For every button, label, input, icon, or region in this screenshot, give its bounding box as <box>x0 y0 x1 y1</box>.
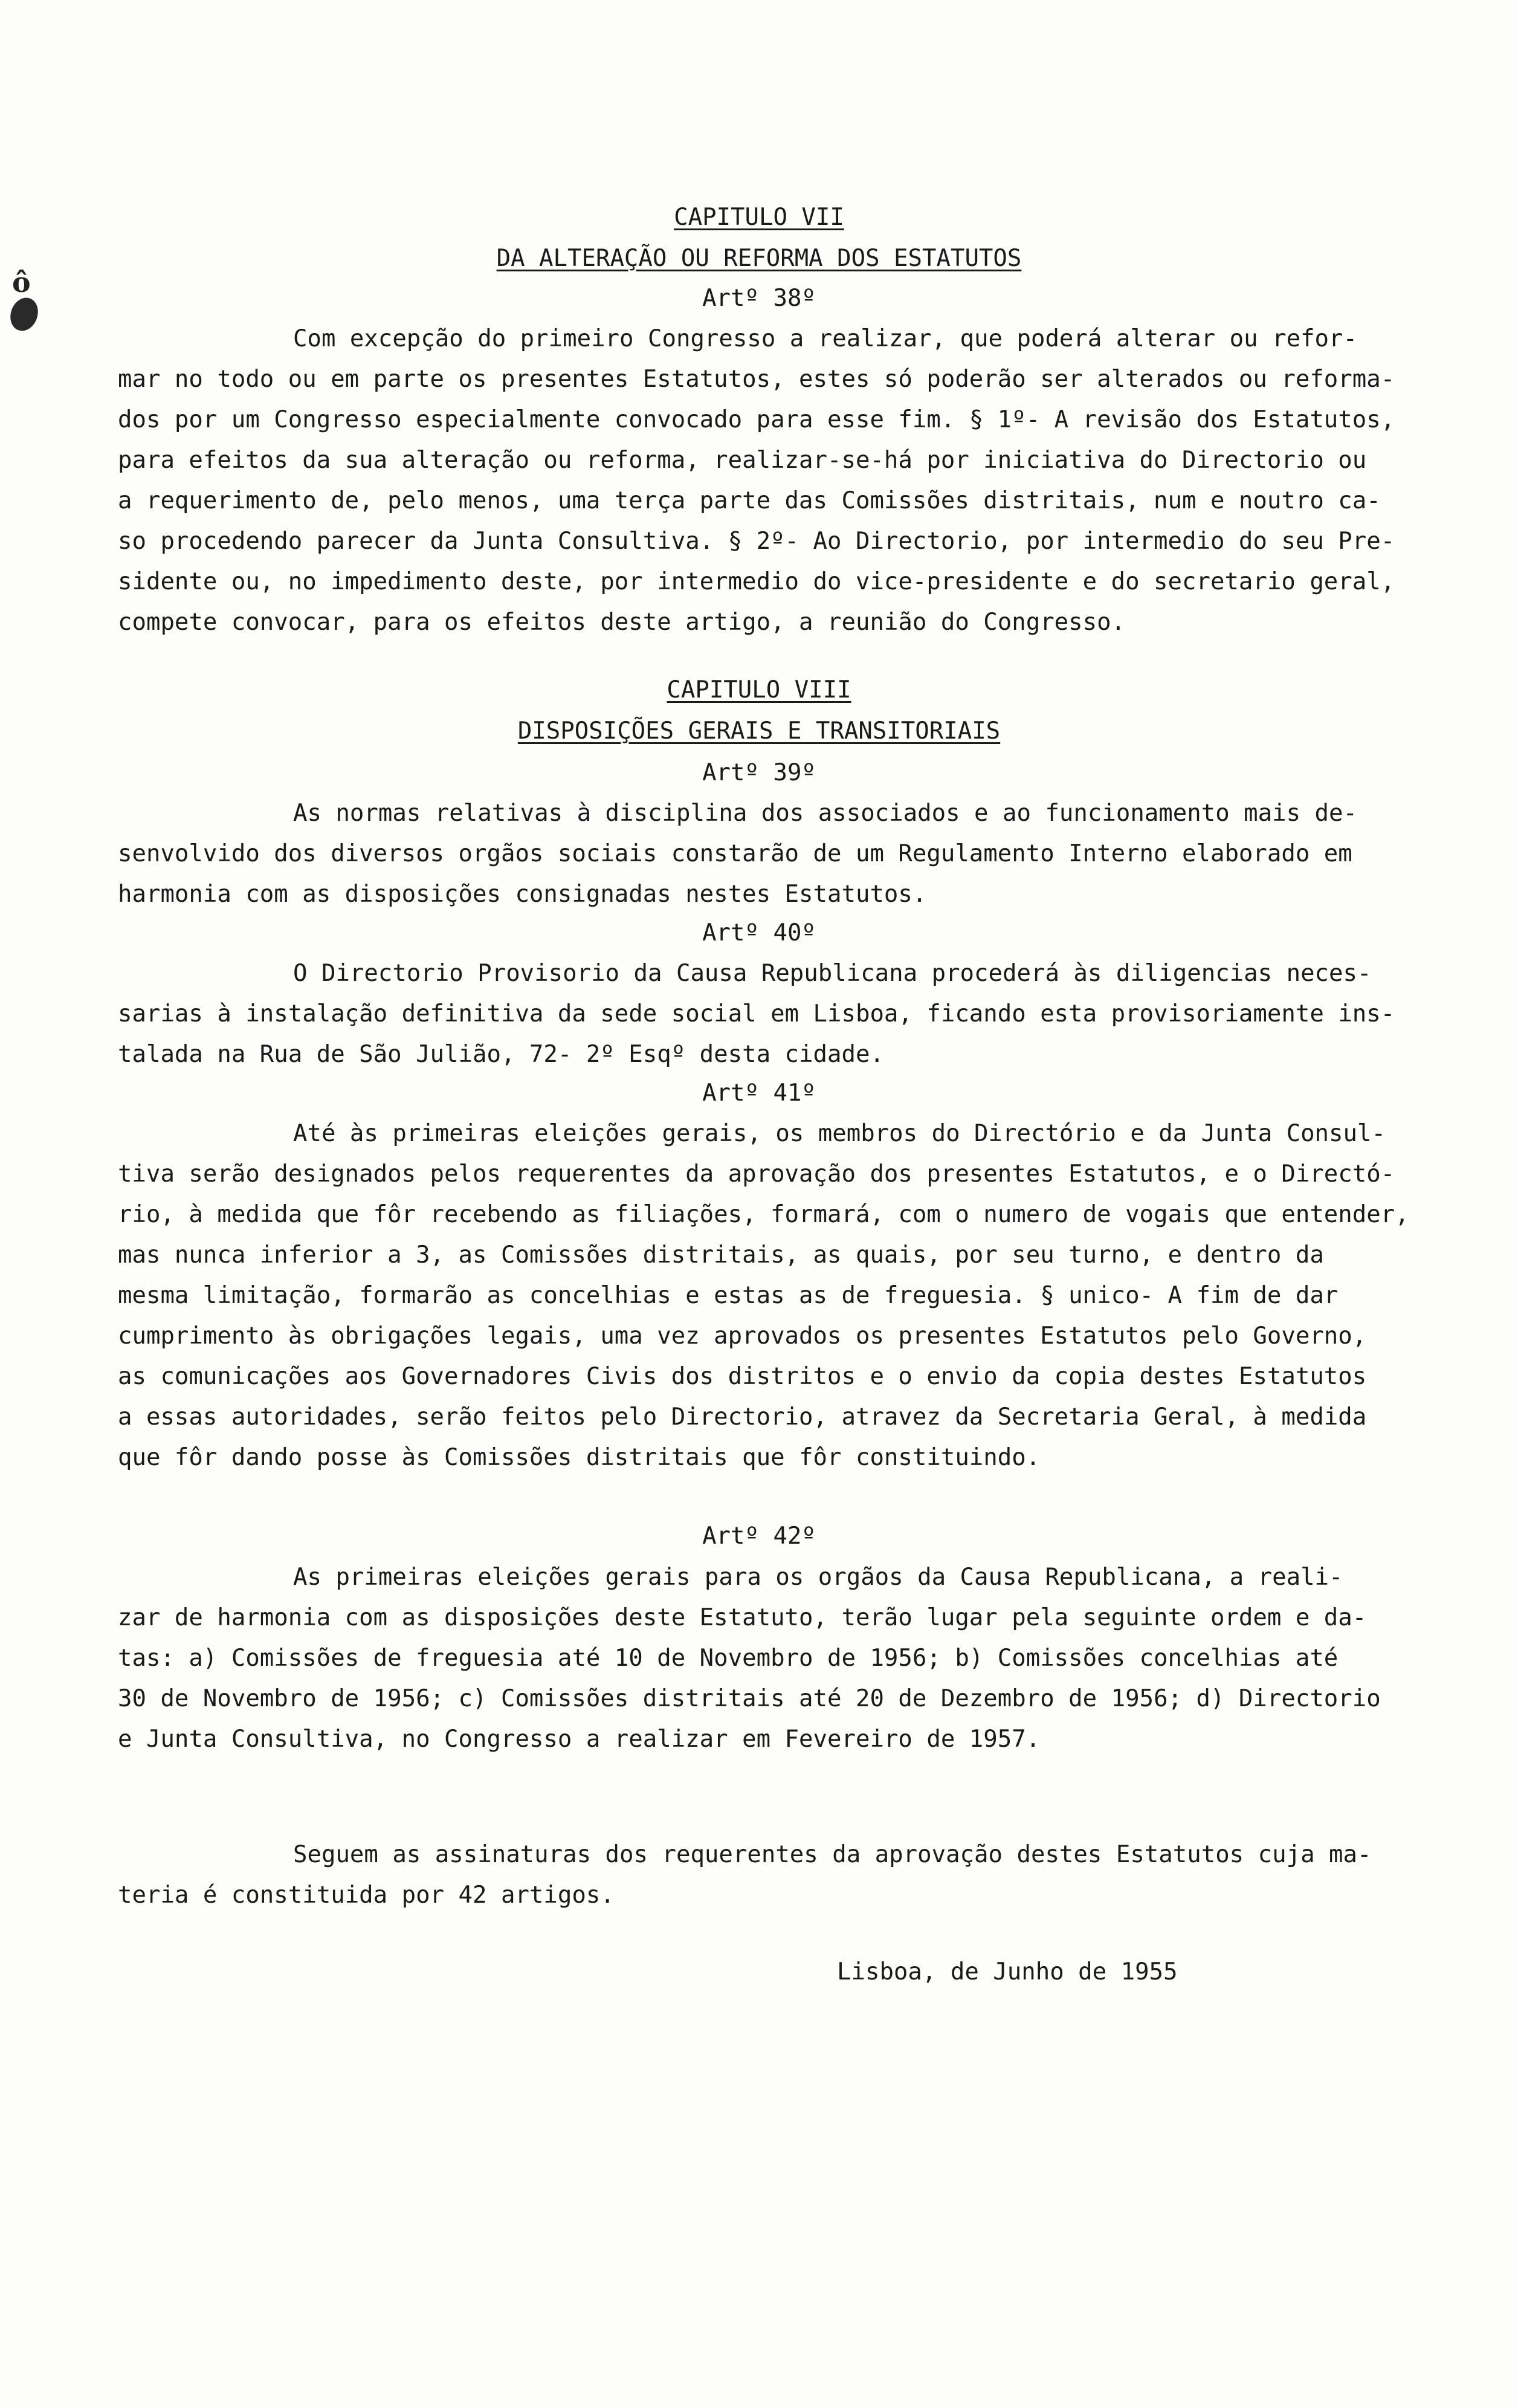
article-42-line: As primeiras eleições gerais para os orgãos da Causa Republicana, a reali- <box>293 1564 1343 1591</box>
article-42-line: 30 de Novembro de 1956; c) Comissões distritais até 20 de Dezembro de 1956; d) Directorio <box>118 1685 1381 1712</box>
closing-paragraph <box>118 1834 1462 1915</box>
article-38-line: a requerimento de, pelo menos, uma terça parte das Comissões distritais, num e noutro ca- <box>118 487 1381 514</box>
article-40-line: talada na Rua de São Julião, 72- 2º Esqº desta cidade. <box>118 1041 884 1068</box>
article-40-body <box>118 953 1462 1075</box>
article-39-line: As normas relativas à disciplina dos associados e ao funcionamento mais de- <box>293 800 1357 827</box>
article-41-line: Até às primeiras eleições gerais, os membros do Directório e da Junta Consul- <box>293 1120 1386 1147</box>
article-41-line: cumprimento às obrigações legais, uma vez aprovados os presentes Estatutos pelo Governo, <box>118 1322 1367 1350</box>
margin-handwritten-mark: ô <box>12 266 31 299</box>
place-and-date: Lisboa, de Junho de 1955 <box>837 1958 1178 1986</box>
article-38-line: so procedendo parecer da Junta Consultiva. § 2º- Ao Directorio, por intermedio do seu Pre- <box>118 528 1395 555</box>
article-39-body <box>118 793 1462 914</box>
article-38-body <box>118 319 1462 642</box>
article-42-line: tas: a) Comissões de freguesia até 10 de Novembro de 1956; b) Comissões concelhias até <box>118 1645 1339 1672</box>
chapter-7-title: CAPITULO VII <box>674 204 844 231</box>
article-42-line: zar de harmonia com as disposições deste Estatuto, terão lugar pela seguinte ordem e da- <box>118 1604 1367 1631</box>
article-41-line: que fôr dando posse às Comissões distritais que fôr constituindo. <box>118 1444 1041 1471</box>
chapter-7-subtitle: DA ALTERAÇÃO OU REFORMA DOS ESTATUTOS <box>496 245 1022 272</box>
article-41-line: mesma limitação, formarão as concelhias e estas as de freguesia. § unico- A fim de dar <box>118 1282 1339 1309</box>
closing-line: teria é constituida por 42 artigos. <box>118 1882 615 1909</box>
article-39-line: senvolvido dos diversos orgãos sociais constarão de um Regulamento Interno elaborado em <box>118 840 1352 867</box>
chapter-8-title: CAPITULO VIII <box>667 676 851 704</box>
article-41-line: rio, à medida que fôr recebendo as filiações, formará, com o numero de vogais que entender, <box>118 1201 1409 1228</box>
article-40-line: O Directorio Provisorio da Causa Republicana procederá às diligencias neces- <box>293 960 1372 987</box>
article-41-heading: Artº 41º <box>702 1079 816 1107</box>
article-41-line: a essas autoridades, serão feitos pelo Directorio, atravez da Secretaria Geral, à medida <box>118 1403 1367 1431</box>
article-42-heading: Artº 42º <box>702 1523 816 1550</box>
article-42-body <box>118 1557 1462 1759</box>
article-40-heading: Artº 40º <box>702 919 816 947</box>
article-39-line: harmonia com as disposições consignadas nestes Estatutos. <box>118 881 927 908</box>
article-41-body <box>118 1113 1462 1478</box>
article-38-line: mar no todo ou em parte os presentes Estatutos, estes só poderão ser alterados ou reforma- <box>118 366 1395 393</box>
article-38-line: sidente ou, no impedimento deste, por intermedio do vice-presidente e do secretario geral, <box>118 568 1395 595</box>
article-42-line: e Junta Consultiva, no Congresso a realizar em Fevereiro de 1957. <box>118 1726 1041 1753</box>
closing-line: Seguem as assinaturas dos requerentes da aprovação destes Estatutos cuja ma- <box>293 1841 1372 1868</box>
article-41-line: mas nunca inferior a 3, as Comissões distritais, as quais, por seu turno, e dentro da <box>118 1241 1324 1269</box>
article-40-line: sarias à instalação definitiva da sede social em Lisboa, ficando esta provisoriamente ins- <box>118 1000 1395 1028</box>
article-38-line: para efeitos da sua alteração ou reforma, realizar-se-há por iniciativa do Directorio ou <box>118 447 1367 474</box>
article-38-heading: Artº 38º <box>702 285 816 312</box>
chapter-8-subtitle: DISPOSIÇÕES GERAIS E TRANSITORIAIS <box>517 717 1001 745</box>
article-41-line: as comunicações aos Governadores Civis dos distritos e o envio da copia destes Estatutos <box>118 1363 1367 1390</box>
article-38-line: Com excepção do primeiro Congresso a realizar, que poderá alterar ou refor- <box>293 325 1357 352</box>
article-38-line: compete convocar, para os efeitos deste artigo, a reunião do Congresso. <box>118 609 1126 636</box>
article-41-line: tiva serão designados pelos requerentes da aprovação dos presentes Estatutos, e o Directó- <box>118 1160 1395 1188</box>
article-39-heading: Artº 39º <box>702 759 816 786</box>
article-38-line: dos por um Congresso especialmente convocado para esse fim. § 1º- A revisão dos Estatutos, <box>118 406 1395 433</box>
